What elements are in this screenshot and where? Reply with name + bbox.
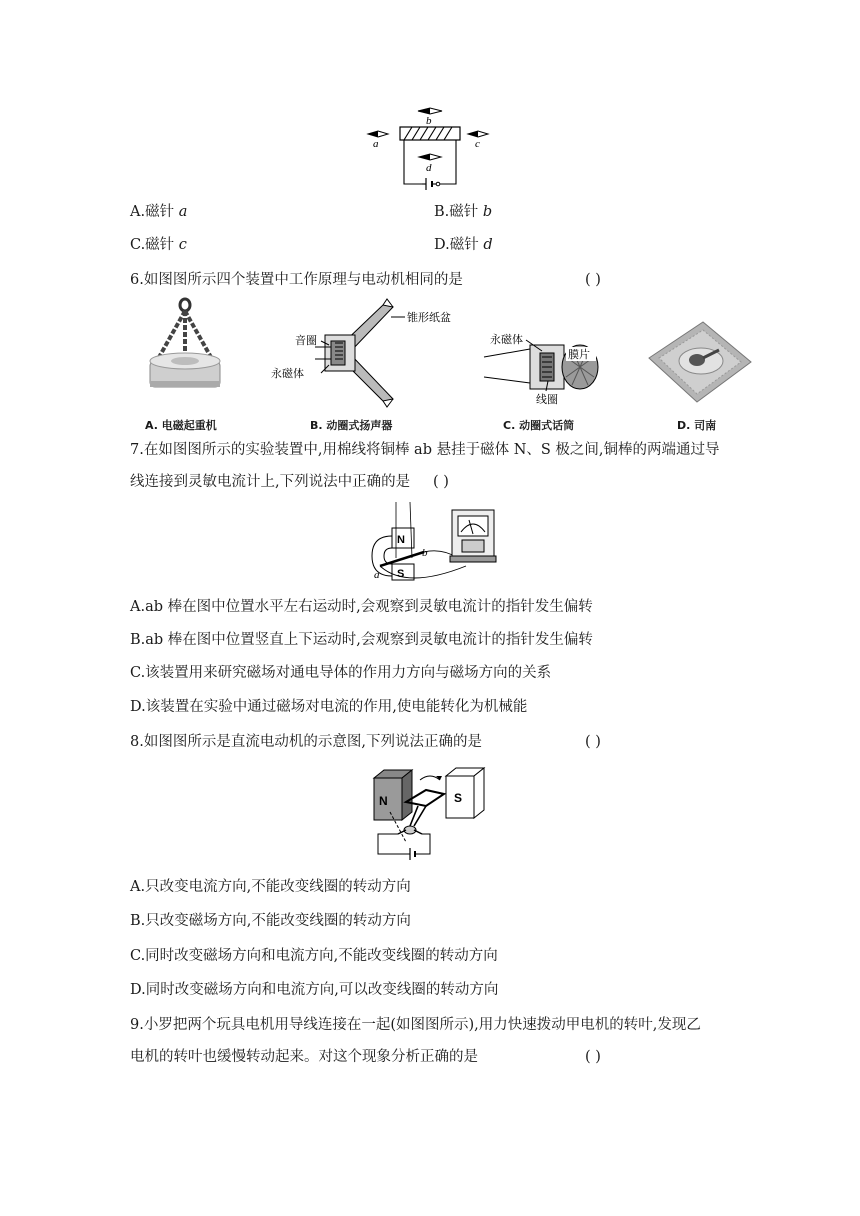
q5-option-a[interactable] — [130, 202, 187, 222]
q5-option-b[interactable] — [434, 202, 492, 222]
q9-stem-line1: 9.小罗把两个玩具电机用导线连接在一起(如图图所示),用力快速拨动甲电机的转叶,发现乙 — [130, 1017, 701, 1033]
option-var: b — [482, 204, 493, 220]
option-var: c — [178, 237, 187, 253]
q9-stem-line2: 电机的转叶也缓慢转动起来。对这个现象分析正确的是 — [130, 1049, 478, 1065]
motor-pole-s: S — [454, 791, 463, 805]
mic-label-magnet: 永磁体 — [490, 333, 523, 346]
q7-stem-line2: 线连接到灵敏电流计上,下列说法中正确的是 — [130, 474, 411, 490]
dc-motor-figure — [370, 762, 488, 860]
q5-option-d[interactable] — [434, 235, 493, 255]
needle-label-a: a — [373, 138, 379, 150]
speaker-label-voice-coil: 音圈 — [295, 334, 317, 347]
q8-answer-paren[interactable]: ( ) — [585, 734, 601, 750]
mic-label-diaphragm: 膜片 — [568, 348, 590, 361]
speaker-label-magnet: 永磁体 — [271, 367, 304, 380]
option-var: d — [483, 237, 493, 253]
q6-caption-c: C. 动圈式话筒 — [503, 419, 575, 432]
option-text: C.磁针 — [130, 237, 179, 253]
sinan-compass-image — [645, 318, 755, 406]
rod-label-a: a — [374, 569, 380, 581]
q6-answer-paren[interactable]: ( ) — [585, 272, 601, 288]
moving-coil-speaker-diagram — [265, 297, 475, 409]
compass-needle-c — [468, 131, 488, 137]
needle-label-c: c — [475, 138, 480, 150]
q8-option-a[interactable]: A.只改变电流方向,不能改变线圈的转动方向 — [130, 879, 411, 895]
compass-needle-d — [419, 154, 441, 160]
solenoid-compass-figure — [360, 100, 500, 192]
compass-needle-b — [418, 108, 442, 114]
q7-stem-line1: 7.在如图图所示的实验装置中,用棉线将铜棒 ab 悬挂于磁体 N、S 极之间,铜棒的两端通过导 — [130, 442, 720, 458]
q8-option-c[interactable]: C.同时改变磁场方向和电流方向,不能改变线圈的转动方向 — [130, 948, 498, 964]
q7-option-c[interactable]: C.该装置用来研究磁场对通电导体的作用力方向与磁场方向的关系 — [130, 665, 552, 681]
needle-label-d: d — [426, 162, 432, 174]
option-text: B.磁针 — [434, 204, 483, 220]
q6-stem: 6.如图图所示四个装置中工作原理与电动机相同的是 — [130, 272, 463, 288]
q7-answer-paren[interactable]: ( ) — [433, 474, 449, 490]
q7-option-b[interactable]: B.ab 棒在图中位置竖直上下运动时,会观察到灵敏电流计的指针发生偏转 — [130, 632, 593, 648]
mic-label-coil: 线圈 — [536, 393, 558, 405]
compass-needle-a — [368, 131, 388, 137]
motor-pole-n: N — [379, 794, 388, 808]
magnet-pole-s: S — [397, 568, 405, 580]
rod-label-b: b — [422, 547, 428, 559]
q7-option-a[interactable]: A.ab 棒在图中位置水平左右运动时,会观察到灵敏电流计的指针发生偏转 — [130, 599, 593, 615]
magnet-pole-n: N — [397, 534, 405, 546]
electromagnetic-crane-image — [140, 297, 230, 409]
q6-caption-d: D. 司南 — [677, 419, 717, 432]
q8-option-b[interactable]: B.只改变磁场方向,不能改变线圈的转动方向 — [130, 913, 411, 929]
q5-option-c[interactable] — [130, 235, 187, 255]
q6-caption-b: B. 动圈式扬声器 — [310, 419, 393, 432]
q6-caption-a: A. 电磁起重机 — [145, 419, 217, 432]
q8-stem: 8.如图图所示是直流电动机的示意图,下列说法正确的是 — [130, 734, 482, 750]
q8-option-d[interactable]: D.同时改变磁场方向和电流方向,可以改变线圈的转动方向 — [130, 982, 499, 998]
q7-option-d[interactable]: D.该装置在实验中通过磁场对电流的作用,使电能转化为机械能 — [130, 699, 528, 715]
moving-coil-microphone-diagram — [482, 327, 608, 405]
option-text: A.磁针 — [130, 204, 179, 220]
speaker-label-cone: 锥形纸盆 — [407, 311, 451, 324]
option-var: a — [178, 204, 188, 220]
needle-label-b: b — [426, 115, 432, 127]
option-text: D.磁针 — [434, 237, 484, 253]
q9-answer-paren[interactable]: ( ) — [585, 1049, 601, 1065]
induction-experiment-figure — [366, 500, 500, 586]
